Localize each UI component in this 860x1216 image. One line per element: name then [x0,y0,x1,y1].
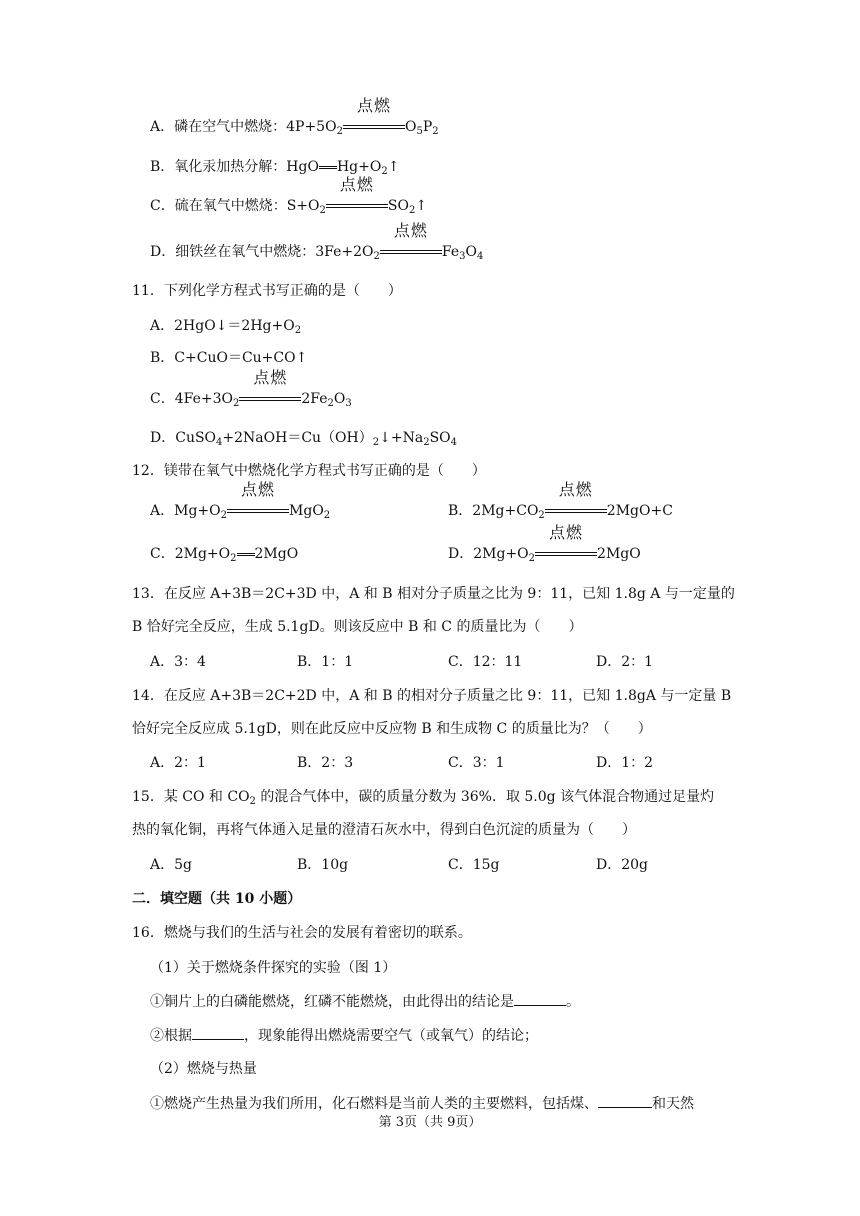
q15-option-d: D．20g [596,857,649,873]
page-footer: 第 3页（共 9页） [378,1115,482,1130]
q13-stem-line2: B 恰好完全反应，生成 5.1gD。则该反应中 B 和 C 的质量比为（ ） [132,619,583,635]
q13-stem-line1: 13．在反应 A+3B＝2C+3D 中，A 和 B 相对分子质量之比为 9：11，已知 1.8g A 与一定量的 [132,586,735,602]
q13-option-a: A．3：4 [150,654,206,670]
q11-option-c: C．$4Fe+3O_2$ 点燃 $2Fe_2O_3$ [150,368,352,409]
q10-option-d: D．细铁丝在氧气中燃烧：$3Fe+2O_2$ 点燃 $Fe_3O_4$ [150,221,484,262]
q12-option-d: D．$2Mg+O_2$ 点燃 2MgO [448,523,641,564]
q14-option-d: D．1：2 [596,755,654,771]
q14-stem-line1: 14．在反应 A+3B＝2C+2D 中，A 和 B 的相对分子质量之比 9：11，已知 1.8gA 与一定量 B [132,688,732,704]
reaction-condition: 点燃 [227,501,289,521]
reaction-condition: 点燃 [343,117,405,137]
q16-item1: ①铜片上的白磷能燃烧，红磷不能燃烧，由此得出的结论是 。 [150,991,580,1012]
q14-option-a: A．2：1 [150,755,206,771]
q15-option-a: A．5g [150,857,192,873]
q15-stem-line1: 15．某 CO 和 $CO_2$ 的混合气体中，碳的质量分数为 36%．取 5.0g 该气体混合物通过足量灼 [132,789,715,807]
q10-option-b: B．氧化汞加热分解：HgO $Hg+O_2↑$ [150,159,400,177]
q12-option-b: B．$2Mg+CO_2$ 点燃 2MgO+C [448,480,673,521]
q16-item3: ①燃烧产生热量为我们所用，化石燃料是当前人类的主要燃料，包括煤、 和天然 [150,1093,694,1114]
q12-stem: 12．镁带在氧气中燃烧化学方程式书写正确的是（ ） [132,463,486,479]
q15-option-c: C．15g [448,857,500,873]
q16-item2: ②根据 ，现象能得出燃烧需要空气（或氧气）的结论； [150,1025,538,1046]
q11-option-a: A．$2HgO↓=2Hg+O_2$ [150,318,302,336]
q10-option-c: C．硫在氧气中燃烧：$S+O_2$ 点燃 $SO_2↑$ [150,175,428,216]
q11-option-b: B．C+CuO＝Cu+CO↑ [150,350,308,366]
q14-option-b: B．2：3 [297,755,354,771]
q15-stem-line2: 热的氧化铜，再将气体通入足量的澄清石灰水中，得到白色沉淀的质量为（ ） [132,822,636,838]
section-heading: 二．填空题（共 10 小题） [132,891,302,907]
answer-blank [192,1025,244,1040]
q16-stem: 16．燃烧与我们的生活与社会的发展有着密切的联系。 [132,925,472,941]
answer-blank [598,1093,652,1108]
q13-option-b: B．1：1 [297,654,354,670]
answer-blank [514,991,566,1006]
reaction-condition: 点燃 [545,501,607,521]
q11-stem: 11．下列化学方程式书写正确的是（ ） [132,283,402,299]
q14-option-c: C．3：1 [448,755,505,771]
q16-part2: （2）燃烧与热量 [150,1061,257,1077]
q16-part1: （1）关于燃烧条件探究的实验（图 1） [150,960,397,976]
reaction-condition: 点燃 [380,242,442,262]
q12-option-a: A．$Mg+O_2$ 点燃 MgO$_2$ [150,480,331,521]
q15-option-b: B．10g [297,857,349,873]
reaction-condition: 点燃 [239,389,301,409]
q13-option-c: C．12：11 [448,654,523,670]
reaction-condition: 点燃 [326,196,388,216]
q14-stem-line2: 恰好完全反应成 5.1gD，则在此反应中反应物 B 和生成物 C 的质量比为？（ ） [132,721,652,737]
q11-option-d: D．$CuSO_4+2NaOH=Cu(OH)_2↓+Na_2SO_4$ [150,430,458,448]
reaction-condition: 点燃 [535,544,597,564]
q10-option-a: A．磷在空气中燃烧：$4P+5O_2$ 点燃 $O_5P_2$ [150,96,439,137]
q13-option-d: D．2：1 [596,654,654,670]
q12-option-c: C．$2Mg+O_2$ 2MgO [150,546,299,564]
